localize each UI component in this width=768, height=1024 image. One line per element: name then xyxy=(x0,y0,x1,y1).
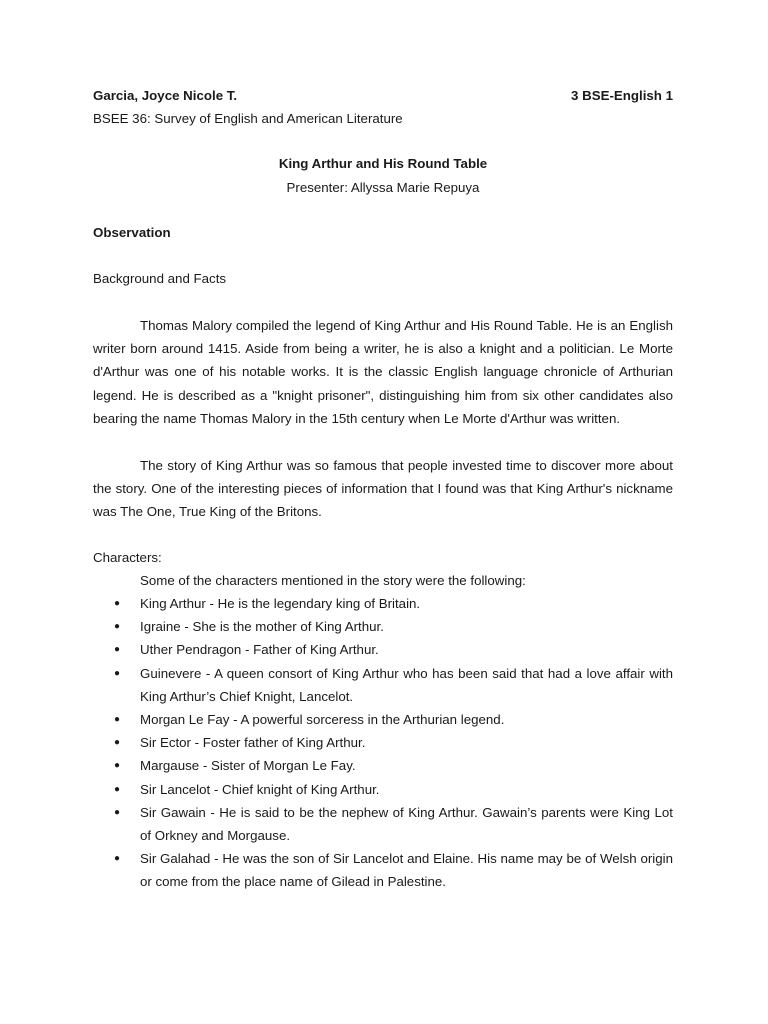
list-item xyxy=(93,754,673,777)
bullet-icon: ● xyxy=(114,783,121,795)
document-title: King Arthur and His Round Table xyxy=(278,156,488,171)
list-item xyxy=(93,615,673,638)
bullet-icon: ● xyxy=(114,737,121,749)
bullet-icon: ● xyxy=(114,760,121,772)
background-heading: Background and Facts xyxy=(93,271,227,286)
bullet-icon: ● xyxy=(114,714,121,726)
list-item xyxy=(93,801,673,847)
characters-label: Characters: xyxy=(93,549,162,565)
list-item-text: Igraine - She is the mother of King Arthur. xyxy=(140,619,384,635)
characters-intro: Some of the characters mentioned in the story were the following: xyxy=(140,572,526,588)
list-item-text: King Arthur - He is the legendary king of Britain. xyxy=(140,596,421,612)
list-item xyxy=(93,731,673,754)
bullet-icon: ● xyxy=(114,806,121,818)
bullet-icon: ● xyxy=(114,644,121,656)
bullet-icon: ● xyxy=(114,621,121,633)
list-item-text: Guinevere - A queen consort of King Arthur who has been said that had a love affair with King Arthur’s Chief Knight, Lancelot. xyxy=(140,665,673,704)
bullet-icon: ● xyxy=(114,598,121,610)
list-item-text: Margause - Sister of Morgan Le Fay. xyxy=(140,758,356,774)
class-section: 3 BSE-English 1 xyxy=(571,88,673,103)
document-page xyxy=(93,86,673,894)
paragraph: The story of King Arthur was so famous that people invested time to discover more about the story. One of the interesting pieces of information that I found was that King Arthur's nickname was The One, True King of the Britons. xyxy=(93,458,673,520)
header-row xyxy=(93,86,673,106)
paragraph: Thomas Malory compiled the legend of King Arthur and His Round Table. He is an English writer born around 1415. Aside from being a writer, he is also a knight and a politician. Le Morte d'Arthur was one of his notable works. It is the classic English language chronicle of Arthurian legend. He is described as a "knight prisoner", distinguishing him from six other candidates also bearing the name Thomas Malory in the 15th century when Le Morte d'Arthur was written. xyxy=(93,318,673,426)
list-item xyxy=(93,592,673,615)
observation-heading: Observation xyxy=(93,225,171,240)
list-item-text: Sir Ector - Foster father of King Arthur. xyxy=(140,735,366,751)
list-item-text: Uther Pendragon - Father of King Arthur. xyxy=(140,642,379,658)
list-item xyxy=(93,778,673,801)
presenter-line: Presenter: Allyssa Marie Repuya xyxy=(286,180,480,195)
list-item-text: Sir Lancelot - Chief knight of King Arthur. xyxy=(140,781,380,797)
list-item xyxy=(93,708,673,731)
list-item-text: Morgan Le Fay - A powerful sorceress in the Arthurian legend. xyxy=(140,712,505,728)
characters-list xyxy=(93,592,673,894)
list-item xyxy=(93,847,673,893)
course-title: BSEE 36: Survey of English and American Literature xyxy=(93,111,403,126)
list-item xyxy=(93,662,673,708)
bullet-icon: ● xyxy=(114,853,121,865)
list-item-text: Sir Gawain - He is said to be the nephew of King Arthur. Gawain’s parents were King Lot of Orkney and Morgause. xyxy=(140,804,673,844)
author-name: Garcia, Joyce Nicole T. xyxy=(93,88,238,103)
list-item xyxy=(93,638,673,661)
list-item-text: Sir Galahad - He was the son of Sir Lancelot and Elaine. His name may be of Welsh origin or come from the place name of Gilead in Palestine. xyxy=(140,851,673,890)
bullet-icon: ● xyxy=(114,667,121,679)
